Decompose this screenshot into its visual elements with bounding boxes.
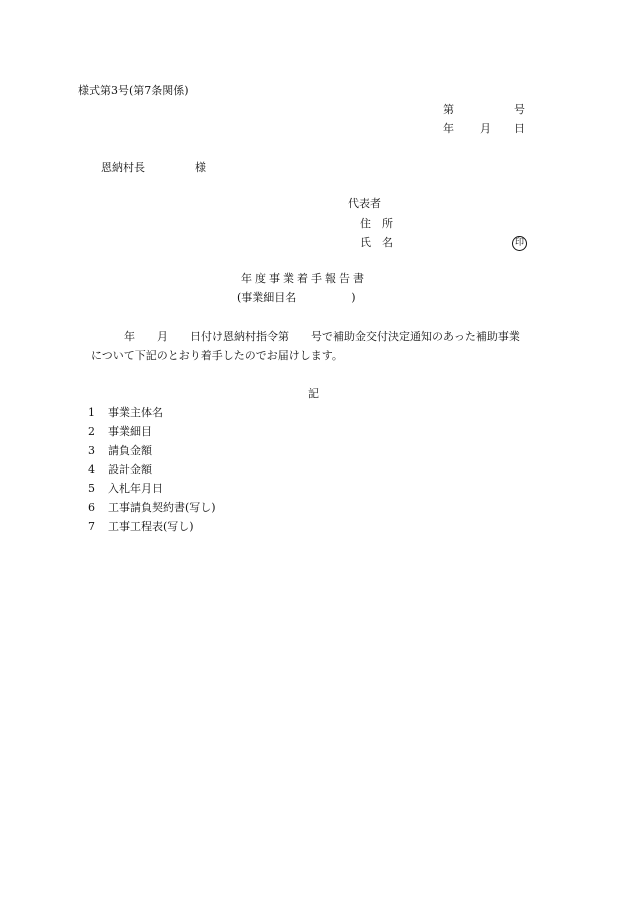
form-label: 様式第3号(第7条関係) xyxy=(78,84,189,97)
list-item-label: 工事工程表(写し) xyxy=(108,520,194,533)
list-item xyxy=(88,463,152,477)
list-item-number: 4 xyxy=(88,463,95,476)
list-item-label: 請負金額 xyxy=(108,444,152,457)
body-line-1: 年 月 日付け恩納村指令第 号で補助金交付決定通知のあった補助事業 xyxy=(124,330,520,343)
list-item xyxy=(88,425,152,439)
list-item-number: 7 xyxy=(88,520,95,533)
seal-mark xyxy=(512,235,527,251)
representative-label: 代表者 xyxy=(348,197,381,210)
addressee-honorific: 様 xyxy=(195,161,206,174)
body-line-2: について下記のとおり着手したのでお届けします。 xyxy=(91,349,343,362)
list-item xyxy=(88,406,163,420)
list-item-number: 5 xyxy=(88,482,95,495)
list-item-number: 6 xyxy=(88,501,95,514)
list-item-label: 設計金額 xyxy=(108,463,152,476)
list-item xyxy=(88,501,216,515)
seal-icon: 印 xyxy=(512,236,527,251)
address-label: 住 所 xyxy=(360,217,393,230)
addressee-name: 恩納村長 xyxy=(101,161,145,174)
document-subtitle: (事業細目名 ) xyxy=(237,291,356,304)
ki-heading: 記 xyxy=(308,387,319,400)
list-item-label: 事業主体名 xyxy=(108,406,163,419)
date-year: 年 xyxy=(443,122,454,135)
list-item-number: 1 xyxy=(88,406,95,419)
name-label: 氏 名 xyxy=(360,236,393,249)
list-item-label: 入札年月日 xyxy=(108,482,163,495)
date-month: 月 xyxy=(480,122,491,135)
list-item-number: 3 xyxy=(88,444,95,457)
list-item xyxy=(88,482,163,496)
document-title: 年度事業着手報告書 xyxy=(241,272,367,285)
list-item-number: 2 xyxy=(88,425,95,438)
list-item-label: 工事請負契約書(写し) xyxy=(108,501,216,514)
list-item-label: 事業細目 xyxy=(108,425,152,438)
date-day: 日 xyxy=(514,122,525,135)
doc-number-prefix: 第 xyxy=(443,103,454,116)
list-item xyxy=(88,520,194,534)
list-item xyxy=(88,444,152,458)
doc-number-suffix: 号 xyxy=(514,103,525,116)
